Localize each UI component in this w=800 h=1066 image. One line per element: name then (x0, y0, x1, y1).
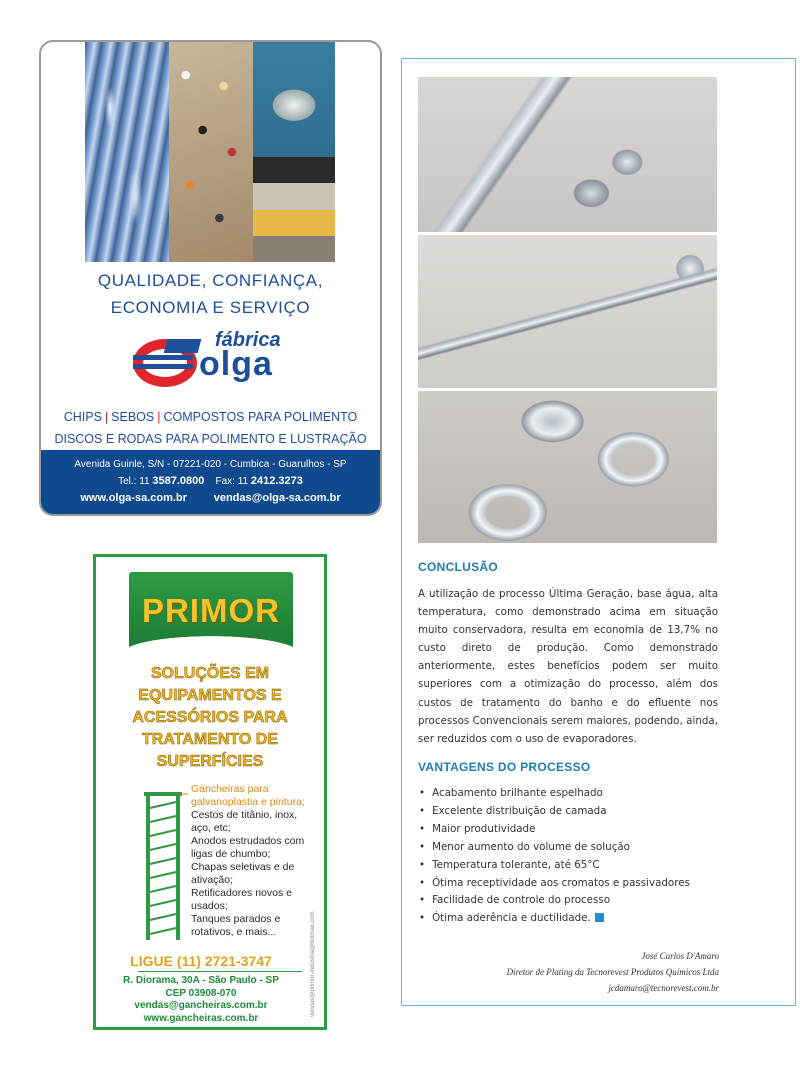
olga-web-row (41, 490, 380, 507)
olga-tagline-line1: QUALIDADE, CONFIANÇA, (97, 271, 324, 290)
primor-product-list (191, 783, 311, 939)
olga-tel-number: 3587.0800 (152, 475, 205, 487)
separator: | (104, 410, 109, 424)
olga-product-chips: CHIPS (63, 410, 102, 424)
advantage-item: • Temperatura tolerante, até 65°C (418, 857, 718, 875)
end-of-article-icon (595, 913, 604, 922)
author-email[interactable]: jcdamaro@tecnorevest.com.br (608, 983, 719, 993)
plating-rack-icon (138, 792, 188, 940)
polishing-cones-photo (169, 42, 253, 262)
advantage-item: • Ótima receptividade aos cromatos e passivadores (418, 875, 718, 893)
primor-advertisement (93, 554, 327, 1030)
conclusion-paragraph: A utilização de processo Última Geração, base água, alta temperatura, como demonstrado acima em situação muito conservadora, resulta em economia de 13,7% no custo direto de produção. Como demonstrado anteriormente, estes benefícios podem ser muito superiores com a otimização do processo, além dos custos de tratamento do banho e do efluente nos processos Convencionais serem maiores, podendo, ainda, ser reduzidos com o uso de evaporadores. (418, 588, 718, 745)
olga-tagline (41, 267, 380, 321)
olga-tel-label: Tel.: 11 (118, 476, 150, 487)
olga-products-line1 (41, 406, 380, 428)
polishing-chips-photo (85, 42, 169, 262)
olga-fax-number: 2412.3273 (250, 475, 303, 487)
primor-vertical-credit: vendas@primor-industria@hotmail.com (310, 911, 316, 1017)
primor-headline-line: EQUIPAMENTOS E (138, 687, 282, 704)
primor-street: R. Diorama, 30A - São Paulo - SP (123, 975, 279, 986)
divider (138, 971, 302, 972)
advantage-item: • Acabamento brilhante espelhado (418, 785, 718, 803)
primor-cep: CEP 03908-070 (165, 987, 237, 999)
advantages-list (418, 785, 718, 928)
author-role: Diretor de Plating da Tecnorevest Produtos Químicos Ltda (506, 967, 719, 977)
olga-product-sebos: SEBOS (111, 410, 155, 424)
primor-logo (129, 572, 293, 654)
primor-headline (96, 663, 324, 773)
primor-website-link[interactable]: www.gancheiras.com.br (143, 1012, 259, 1024)
olga-product-list (41, 406, 380, 450)
advantages-heading: VANTAGENS DO PROCESSO (418, 760, 591, 774)
advantage-item: • Menor aumento do volume de solução (418, 839, 718, 857)
conclusion-heading: CONCLUSÃO (418, 560, 499, 574)
advantage-item: • Facilidade de controle do processo (418, 892, 718, 910)
olga-product-compostos: COMPOSTOS PARA POLIMENTO (163, 410, 358, 424)
advantage-item: • Ótima aderência e ductilidade. (418, 910, 718, 928)
olga-product-photos (85, 42, 335, 262)
polished-pot-photo (253, 42, 335, 262)
olga-products-line2: DISCOS E RODAS PARA POLIMENTO E LUSTRAÇÃO (54, 432, 367, 446)
primor-address (96, 975, 306, 1025)
author-signature (507, 948, 719, 996)
hex-bolt-photo (418, 235, 717, 388)
olga-tagline-line2: ECONOMIA E SERVIÇO (110, 298, 311, 317)
olga-website-link[interactable]: www.olga-sa.com.br (80, 492, 187, 504)
separator: | (157, 410, 161, 424)
fabrica-olga-logo (129, 329, 299, 391)
olga-phone-row (41, 473, 380, 490)
primor-headline-line: ACESSÓRIOS PARA (132, 709, 288, 726)
olga-address: Avenida Guinle, S/N - 07221-020 - Cumbica - Guarulhos - SP (74, 459, 347, 470)
primor-headline-line: SUPERFÍCIES (156, 753, 264, 770)
primor-list-item: Chapas seletivas e de ativação; (191, 861, 295, 886)
primor-phone: LIGUE (11) 2721-3747 (130, 953, 272, 969)
primor-list-item: Gancheiras para galvanoplastia e pintura; (191, 783, 305, 808)
primor-list-item: Anodos estrudados com ligas de chumbo; (191, 835, 305, 860)
article-panel (401, 58, 796, 1006)
olga-logo-icon (129, 333, 209, 389)
primor-list-item: Tanques parados e rotativos, e mais... (191, 913, 281, 938)
olga-contact-footer (41, 450, 380, 514)
advantage-item: • Maior produtividade (418, 821, 718, 839)
olga-logo-word2: olga (199, 345, 273, 383)
primor-list-item: Cestos de titânio, inox, aço, etc; (191, 809, 298, 834)
primor-logo-text: PRIMOR (142, 592, 280, 629)
olga-logo-word1: fábrica (215, 329, 281, 351)
olga-email-link[interactable]: vendas@olga-sa.com.br (213, 492, 341, 504)
primor-list-item: Retificadores novos e usados; (191, 887, 292, 912)
olga-advertisement (39, 40, 382, 516)
plated-washers-photo (418, 391, 717, 543)
author-name: José Carlos D'Amaro (641, 951, 719, 961)
primor-headline-line: TRATAMENTO DE (142, 731, 278, 748)
primor-headline-line: SOLUÇÕES EM (150, 665, 270, 682)
advantage-item: • Excelente distribuição de camada (418, 803, 718, 821)
olga-fax-label: Fax: 11 (215, 476, 249, 487)
primor-email-link[interactable]: vendas@gancheiras.com.br (134, 1000, 268, 1011)
self-drilling-screws-photo (418, 77, 717, 232)
